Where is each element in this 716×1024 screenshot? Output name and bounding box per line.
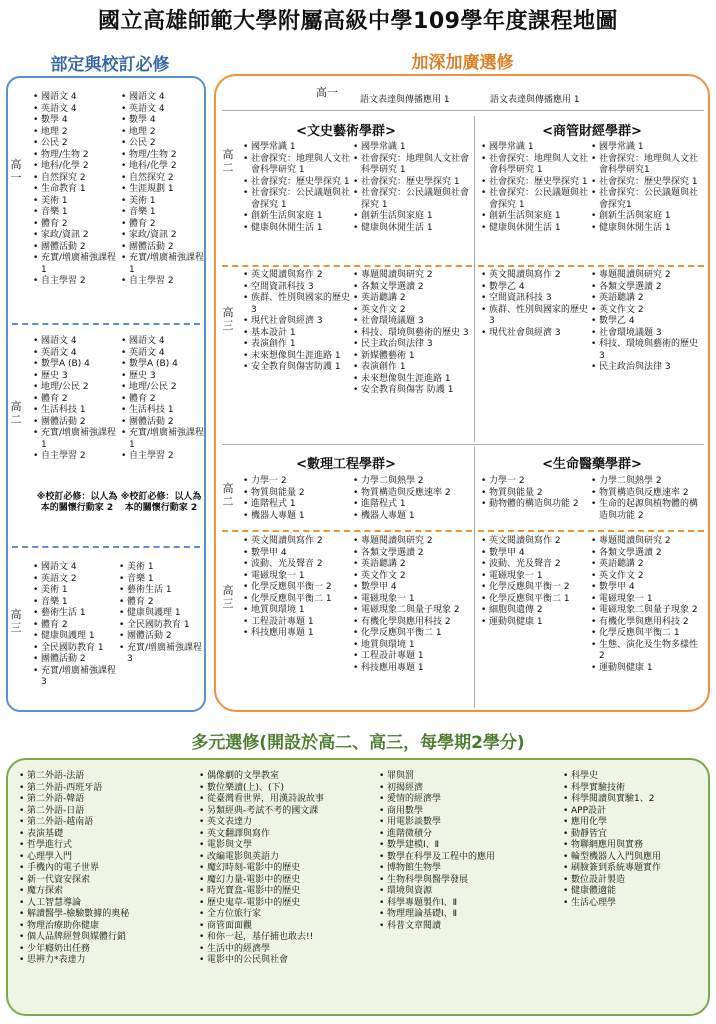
course-item: • 有機化學與應用科技 2 <box>590 617 706 629</box>
science-g3-col1 <box>242 536 352 640</box>
course-item: • 英語文 4 <box>32 348 124 360</box>
course-item: • 波動、光及聲音 2 <box>242 559 352 571</box>
course-item: • 健康與護理 1 <box>32 631 120 643</box>
course-item: • 力學一 2 <box>242 476 350 488</box>
course-item: • 安全教育與傷害防護 1 <box>242 362 350 374</box>
humanities-g3-col1 <box>242 270 350 374</box>
course-item: • 空間資訊科技 3 <box>480 293 590 305</box>
course-item: • 物理/生物 2 <box>120 150 206 162</box>
advanced-g1-divider <box>222 110 704 111</box>
course-item: • 數學在科學及工程中的應用 <box>378 852 558 864</box>
course-item: • 音樂 1 <box>118 574 206 586</box>
science-g2-label: 高二 <box>222 482 234 508</box>
course-item: • 科學專題製作Ⅰ、Ⅱ <box>378 898 558 910</box>
course-item: • 英語聽講 2 <box>352 293 472 305</box>
course-item: • 機器人專題 1 <box>242 511 350 523</box>
course-item: • 充實/增廣補強課程 3 <box>118 643 206 666</box>
advanced-g1-label: 高一 <box>316 86 338 99</box>
course-item: • 國語文 4 <box>32 92 124 104</box>
course-item: • 英語聽講 2 <box>590 559 706 571</box>
course-item: • 英文翻譯與寫作 <box>198 829 378 841</box>
electives-col2 <box>198 771 378 967</box>
group-row-divider <box>222 444 704 445</box>
course-item: • 表演創作 1 <box>242 339 350 351</box>
course-item: • 用電影談數學 <box>378 817 558 829</box>
course-item: • 第二外語-法語 <box>18 771 198 783</box>
course-item: • 地質與環境 1 <box>242 605 352 617</box>
course-item: • 社會環境議題 3 <box>352 316 472 328</box>
course-item: • 英文閱讀與寫作 2 <box>480 270 590 282</box>
course-item: • 現代社會與經濟 3 <box>480 328 590 340</box>
course-item: • 現代社會與經濟 3 <box>242 316 350 328</box>
course-item: • 社會環境議題 3 <box>590 328 706 340</box>
course-item: • 健康與休閒生活 1 <box>480 223 590 235</box>
course-item: • 英語文 2 <box>32 574 120 586</box>
course-item: • 第二外語-越南語 <box>18 817 198 829</box>
course-item: • 時光寶盒-電影中的歷史 <box>198 886 378 898</box>
group-title-science: <數理工程學群> <box>296 457 396 472</box>
course-item: • 心理學入門 <box>18 852 198 864</box>
required-g1-label: 高一 <box>10 158 22 184</box>
course-item: • 化學反應與平衡一 2 <box>242 582 352 594</box>
course-item: • 創新生活與家庭 1 <box>480 211 590 223</box>
course-item: • 化學反應與平衡二 1 <box>352 628 472 640</box>
course-item: • 生命的起源與植物體的構造與功能 2 <box>590 499 706 522</box>
course-item: • 科學史 <box>562 771 706 783</box>
required-title: 部定與校訂必修 <box>50 55 170 75</box>
course-item: • 國語文 4 <box>120 92 206 104</box>
course-item: • 工程設計專題 1 <box>352 651 472 663</box>
course-item: • 地科/化學 2 <box>120 161 206 173</box>
course-item: • 科學實驗技術 <box>562 783 706 795</box>
required-g3-label: 高三 <box>10 608 22 634</box>
course-item: • 英文表達力 <box>198 817 378 829</box>
course-item: • 全方位旅行家 <box>198 909 378 921</box>
course-item: • 電影與文學 <box>198 840 378 852</box>
course-item: • 社會探究：公民議題與社會探究 1 <box>480 188 590 211</box>
course-item: • 英文閱讀與寫作 2 <box>242 536 352 548</box>
course-item: • 英語聽講 2 <box>590 293 706 305</box>
course-item: • 未來想像與生涯進路 1 <box>352 374 472 386</box>
course-item: • 地理 2 <box>32 127 124 139</box>
course-item: • 社會探究：公民議題與社會探究 1 <box>242 188 350 211</box>
course-item: • 力學二與熱學 2 <box>590 476 706 488</box>
course-item: • 各類文學選讀 2 <box>590 282 706 294</box>
course-item: • 應用化學 <box>562 817 706 829</box>
course-item: • 藝術生活 1 <box>32 608 120 620</box>
course-item: • 動物體的構造與功能 2 <box>480 499 588 511</box>
course-item: • 數學甲 4 <box>352 582 472 594</box>
electives-title: 多元選修(開設於高二、高三，每學期2學分) <box>191 733 525 753</box>
course-item: • 自然探究 2 <box>32 173 124 185</box>
course-item: • 自主學習 2 <box>32 276 124 288</box>
course-item: • 物聯網應用與實務 <box>562 840 706 852</box>
humanities-g3-label: 高三 <box>222 306 234 332</box>
course-item: • 社會探究：公民議題與社會探究1 <box>590 188 706 211</box>
course-item: • 化學反應與平衡二 1 <box>590 628 706 640</box>
course-item: • 生涯規劃 1 <box>120 184 206 196</box>
course-item: • 社會探究：地理與人文社會科學研究 1 <box>242 154 350 177</box>
course-item: • APP設計 <box>562 806 706 818</box>
course-item: • 家政/資訊 2 <box>32 230 124 242</box>
required-g1-col1 <box>32 92 124 288</box>
science-g3-col2 <box>352 536 472 674</box>
course-item: • 國學常識 1 <box>242 142 350 154</box>
course-item: • 團體活動 2 <box>118 631 206 643</box>
course-item: • 和你一起，基仔捕也敢去!! <box>198 932 378 944</box>
course-item: • 安全教育與傷害 防護 1 <box>352 385 472 397</box>
course-item: • 歷史 3 <box>120 371 206 383</box>
science-divider <box>222 530 472 532</box>
course-item: • 物質構造與反應速率 2 <box>352 488 472 500</box>
course-item: • 機器人專題 1 <box>352 511 472 523</box>
course-item: • 動靜皆宜 <box>562 829 706 841</box>
course-item: • 地質與環境 1 <box>352 640 472 652</box>
advanced-g1-item-1: 語文表達與傳播應用 1 <box>360 95 450 105</box>
course-item: • 健康體適能 <box>562 886 706 898</box>
course-item: • 英文作文 2 <box>352 571 472 583</box>
course-item: • 體育 2 <box>120 394 206 406</box>
course-item: • 社會探究：歷史學探究 1 <box>352 177 470 189</box>
course-item: • 團體活動 2 <box>120 417 206 429</box>
course-item: • 生態、演化及生物多樣性 2 <box>590 640 706 663</box>
course-item: • 化學反應與平衡一 2 <box>480 582 590 594</box>
course-item: • 音樂 1 <box>32 597 120 609</box>
required-g3-col1 <box>32 562 120 689</box>
required-g2-col1 <box>32 336 124 463</box>
course-item: • 數學A (B) 4 <box>120 359 206 371</box>
humanities-g2-col1 <box>242 142 350 234</box>
course-item: • 家政/資訊 2 <box>120 230 206 242</box>
course-item: • 族群、性別與國家的歷史 3 <box>480 305 590 328</box>
medical-g3-col2 <box>590 536 706 674</box>
electives-col3 <box>378 771 558 932</box>
course-item: • 生活心理學 <box>562 898 706 910</box>
course-item: • 進階程式 1 <box>242 499 350 511</box>
course-item: • 表演創作 1 <box>352 362 472 374</box>
course-item: • 科技、環境與藝術的歷史 3 <box>352 328 472 340</box>
advanced-title: 加深加廣選修 <box>411 53 514 73</box>
required-g2-label: 高二 <box>10 400 22 426</box>
course-item: • 充實/增廣補強課程 1 <box>120 253 206 276</box>
course-item: • 自然探究 2 <box>120 173 206 185</box>
humanities-divider <box>222 265 472 267</box>
course-item: • 商管面面觀 <box>198 921 378 933</box>
course-item: • 地理/公民 2 <box>120 382 206 394</box>
course-item: • 物質與能量 2 <box>242 488 350 500</box>
course-item: • 魔幻力量-電影中的歷史 <box>198 875 378 887</box>
course-item: • 國學常識 1 <box>480 142 590 154</box>
course-item: • 第二外語-日語 <box>18 806 198 818</box>
course-item: • 個人品牌經營與媒體行銷 <box>18 932 198 944</box>
science-g2-col1 <box>242 476 350 522</box>
course-item: • 公民 2 <box>32 138 124 150</box>
course-item: • 運動與健康 1 <box>590 663 706 675</box>
course-item: • 音樂 1 <box>32 207 124 219</box>
course-item: • 電磁現象一 1 <box>590 594 706 606</box>
course-item: • 英文作文 2 <box>590 305 706 317</box>
business-g2-col2 <box>590 142 706 234</box>
course-item: • 數學A (B) 4 <box>32 359 124 371</box>
course-item: • 專題閱讀與研究 2 <box>590 270 706 282</box>
course-item: • 數學甲 4 <box>242 548 352 560</box>
course-item: • 健康與護理 1 <box>118 608 206 620</box>
course-item: • 科學閱讀與實驗1、2 <box>562 794 706 806</box>
course-item: • 社會探究：地理與人文社會科學研究 1 <box>352 154 470 177</box>
course-item: • 各類文學選讀 2 <box>352 282 472 294</box>
course-item: • 國語文 4 <box>120 336 206 348</box>
course-item: • 團體活動 2 <box>32 654 120 666</box>
course-item: • 電磁現象一 1 <box>352 594 472 606</box>
required-g3-col2 <box>118 562 206 666</box>
course-item: • 自主學習 2 <box>120 451 206 463</box>
course-item: • 國語文 4 <box>32 336 124 348</box>
course-item: • 體育 2 <box>118 597 206 609</box>
course-item: • 新媒體藝術 1 <box>352 351 472 363</box>
course-item: • 英文閱讀與寫作 2 <box>242 270 350 282</box>
course-item: • 地理 2 <box>120 127 206 139</box>
course-item: • 充實/增廣補強課程 3 <box>32 666 120 689</box>
group-title-business: <商管財經學群> <box>542 124 642 139</box>
course-item: • 體育 2 <box>32 219 124 231</box>
course-item: • 魔方探索 <box>18 886 198 898</box>
course-item: • 化學反應與平衡二 1 <box>480 594 590 606</box>
course-item: • 各類文學選讀 2 <box>590 548 706 560</box>
course-item: • 生活科技 1 <box>120 405 206 417</box>
course-item: • 力學二與熱學 2 <box>352 476 472 488</box>
business-g3-col1 <box>480 270 590 339</box>
course-item: • 偶像劇的文學教室 <box>198 771 378 783</box>
course-item: • 民主政治與法律 3 <box>352 339 472 351</box>
course-item: • 商用數學 <box>378 806 558 818</box>
course-item: • 波動、光及聲音 2 <box>480 559 590 571</box>
course-item: • 物質與能量 2 <box>480 488 588 500</box>
course-item: • 科技、環境與藝術的歷史 3 <box>590 339 706 362</box>
business-g2-col1 <box>480 142 590 234</box>
required-g2-note-2: ※校訂必修：以人為本的關懷行動家 2 <box>120 492 202 513</box>
course-item: • 科技應用專題 1 <box>352 663 472 675</box>
course-item: • 改編電影與英語力 <box>198 852 378 864</box>
medical-g2-col1 <box>480 476 588 511</box>
course-item: • 社會探究：公民議題與社會探究 1 <box>352 188 470 211</box>
course-item: • 數學乙 4 <box>480 282 590 294</box>
course-item: • 愛情的經濟學 <box>378 794 558 806</box>
medical-g2-col2 <box>590 476 706 522</box>
course-item: • 哲學進行式 <box>18 840 198 852</box>
course-item: • 各類文學選讀 2 <box>352 548 472 560</box>
course-item: • 電磁現象一 1 <box>480 571 590 583</box>
course-item: • 公民 2 <box>120 138 206 150</box>
required-g2-note-1: ※校訂必修：以人為本的關懷行動家 2 <box>36 492 118 513</box>
course-item: • 電磁現象一 1 <box>242 571 352 583</box>
course-item: • 國語文 4 <box>32 562 120 574</box>
course-item: • 數學建模Ⅰ、Ⅱ <box>378 840 558 852</box>
course-item: • 有機化學與應用科技 2 <box>352 617 472 629</box>
course-item: • 生命教育 1 <box>32 184 124 196</box>
course-item: • 專題閱讀與研究 2 <box>352 270 472 282</box>
course-item: • 數學 4 <box>120 115 206 127</box>
course-item: • 數學 4 <box>32 115 124 127</box>
course-item: • 創新生活與家庭 1 <box>590 211 706 223</box>
course-item: • 美術 1 <box>32 196 124 208</box>
course-item: • 團體活動 2 <box>32 417 124 429</box>
course-item: • 表演基礎 <box>18 829 198 841</box>
business-divider <box>478 265 704 267</box>
course-item: • 生物科學與醫學發展 <box>378 875 558 887</box>
course-item: • 未來想像與生涯進路 1 <box>242 351 350 363</box>
course-item: • 社會探究：歷史學探究 1 <box>480 177 590 189</box>
course-item: • 全民國防教育 1 <box>118 620 206 632</box>
course-item: • 數位設計製造 <box>562 875 706 887</box>
course-item: • 體育 2 <box>32 394 124 406</box>
course-item: • 工程設計專題 1 <box>242 617 352 629</box>
course-item: • 團體活動 2 <box>32 242 124 254</box>
course-item: • 科普文章閱讀 <box>378 921 558 933</box>
course-item: • 英語聽講 2 <box>352 559 472 571</box>
business-g3-col2 <box>590 270 706 374</box>
electives-col1 <box>18 771 198 967</box>
course-item: • 地理/公民 2 <box>32 382 124 394</box>
group-divider-top <box>474 116 475 442</box>
course-item: • 物理/生物 2 <box>32 150 124 162</box>
course-item: • 物理理論基礎Ⅰ、Ⅱ <box>378 909 558 921</box>
course-item: • 英語文 4 <box>120 104 206 116</box>
course-item: • 數學甲 4 <box>480 548 590 560</box>
course-item: • 數學甲 4 <box>590 582 706 594</box>
course-item: • 美術 1 <box>120 196 206 208</box>
course-item: • 物質構造與反應速率 2 <box>590 488 706 500</box>
course-item: • 美術 1 <box>32 585 120 597</box>
course-item: • 社會探究：地理與人文社會科學研究 1 <box>480 154 590 177</box>
course-item: • 解讀醫學-檢驗數據的奧秘 <box>18 909 198 921</box>
course-item: • 環境與資源 <box>378 886 558 898</box>
course-item: • 進階微積分 <box>378 829 558 841</box>
course-item: • 專題閱讀與研究 2 <box>590 536 706 548</box>
course-item: • 英文閱讀與寫作 2 <box>480 536 590 548</box>
course-item: • 英文作文 2 <box>590 571 706 583</box>
course-item: • 民主政治與法律 3 <box>590 362 706 374</box>
course-item: • 第二外語-西班牙語 <box>18 783 198 795</box>
course-item: • 數學乙 4 <box>590 316 706 328</box>
course-item: • 數位樂讀(上)、(下) <box>198 783 378 795</box>
course-item: • 社會探究：歷史學探究 1 <box>590 177 706 189</box>
course-item: • 少年癮奶出任務 <box>18 944 198 956</box>
course-item: • 全民國防教育 1 <box>32 643 120 655</box>
course-item: • 思辨力*表達力 <box>18 955 198 967</box>
course-item: • 電磁現象二與量子現象 2 <box>590 605 706 617</box>
group-divider-bottom <box>474 446 475 708</box>
course-item: • 人工智慧導論 <box>18 898 198 910</box>
course-item: • 專題閱讀與研究 2 <box>352 536 472 548</box>
course-item: • 自主學習 2 <box>32 451 124 463</box>
course-item: • 英文作文 2 <box>352 305 472 317</box>
course-item: • 自主學習 2 <box>120 276 206 288</box>
course-item: • 初揭經濟 <box>378 783 558 795</box>
course-item: • 創新生活與家庭 1 <box>242 211 350 223</box>
course-item: • 細胞與遺傳 2 <box>480 605 590 617</box>
course-item: • 化學反應與平衡二 1 <box>242 594 352 606</box>
course-item: • 體育 2 <box>32 620 120 632</box>
course-item: • 科技應用專題 1 <box>242 628 352 640</box>
course-item: • 充實/增廣補強課程 1 <box>120 428 206 451</box>
course-item: • 運動與健康 1 <box>480 617 590 629</box>
humanities-g2-col2 <box>352 142 470 234</box>
course-item: • 地科/化學 2 <box>32 161 124 173</box>
humanities-g2-label: 高二 <box>222 148 234 174</box>
required-divider-2 <box>12 546 200 548</box>
medical-divider <box>478 530 704 532</box>
course-item: • 國學常識 1 <box>590 142 706 154</box>
course-item: • 創新生活與家庭 1 <box>352 211 470 223</box>
course-item: • 英語文 4 <box>32 104 124 116</box>
course-item: • 健康與休閒生活 1 <box>242 223 350 235</box>
course-item: • 電影中的公民與社會 <box>198 955 378 967</box>
course-item: • 魔幻時刻-電影中的歷史 <box>198 863 378 875</box>
course-item: • 藝術生活 1 <box>118 585 206 597</box>
course-item: • 輪型機器人入門與應用 <box>562 852 706 864</box>
course-item: • 電磁現象二與量子現象 2 <box>352 605 472 617</box>
page-title: 國立高雄師範大學附屬高級中學109學年度課程地圖 <box>98 9 618 34</box>
required-divider-1 <box>12 323 200 325</box>
advanced-g1-item-2: 語文表達與傳播應用 1 <box>490 95 580 105</box>
course-item: • 歷史 3 <box>32 371 124 383</box>
course-item: • 刷臉簽到系統專題實作 <box>562 863 706 875</box>
course-item: • 健康與休閒生活 1 <box>590 223 706 235</box>
course-item: • 社會探究：歷史學探究 1 <box>242 177 350 189</box>
course-item: • 充實/增廣補強課程 1 <box>32 428 124 451</box>
course-item: • 體育 2 <box>120 219 206 231</box>
course-item: • 第二外語-韓語 <box>18 794 198 806</box>
course-item: • 音樂 1 <box>120 207 206 219</box>
course-item: • 充實/增廣補強課程 1 <box>32 253 124 276</box>
course-item: • 英語文 4 <box>120 348 206 360</box>
course-item: • 力學一 2 <box>480 476 588 488</box>
course-item: • 生活科技 1 <box>32 405 124 417</box>
science-g3-label: 高三 <box>222 584 234 610</box>
course-item: • 進階程式 1 <box>352 499 472 511</box>
course-item: • 空間資訊科技 3 <box>242 282 350 294</box>
course-item: • 族群、性別與國家的歷史 3 <box>242 293 350 316</box>
course-item: • 罪與罰 <box>378 771 558 783</box>
course-item: • 團體活動 2 <box>120 242 206 254</box>
science-g2-col2 <box>352 476 472 522</box>
humanities-g3-col2 <box>352 270 472 397</box>
course-item: • 國學常識 1 <box>352 142 470 154</box>
course-item: • 博物館生物學 <box>378 863 558 875</box>
course-item: • 生活中的經濟學 <box>198 944 378 956</box>
course-item: • 基本設計 1 <box>242 328 350 340</box>
group-title-medical: <生命醫藥學群> <box>542 457 642 472</box>
course-item: • 新一代資安探索 <box>18 875 198 887</box>
required-g2-col2 <box>120 336 206 463</box>
course-item: • 物理治療助你健康 <box>18 921 198 933</box>
course-item: • 手機內的電子世界 <box>18 863 198 875</box>
electives-col4 <box>562 771 706 909</box>
course-item: • 健康與休閒生活 1 <box>352 223 470 235</box>
course-item: • 從臺灣看世界，用漢詩說故事 <box>198 794 378 806</box>
course-item: • 另類經典-考試不考的國文課 <box>198 806 378 818</box>
required-g1-col2 <box>120 92 206 288</box>
course-item: • 歷史鬼草-電影中的歷史 <box>198 898 378 910</box>
group-title-humanities: <文史藝術學群> <box>296 124 396 139</box>
course-item: • 美術 1 <box>118 562 206 574</box>
medical-g3-col1 <box>480 536 590 628</box>
course-item: • 社會探究：地理與人文社會科學研究1 <box>590 154 706 177</box>
